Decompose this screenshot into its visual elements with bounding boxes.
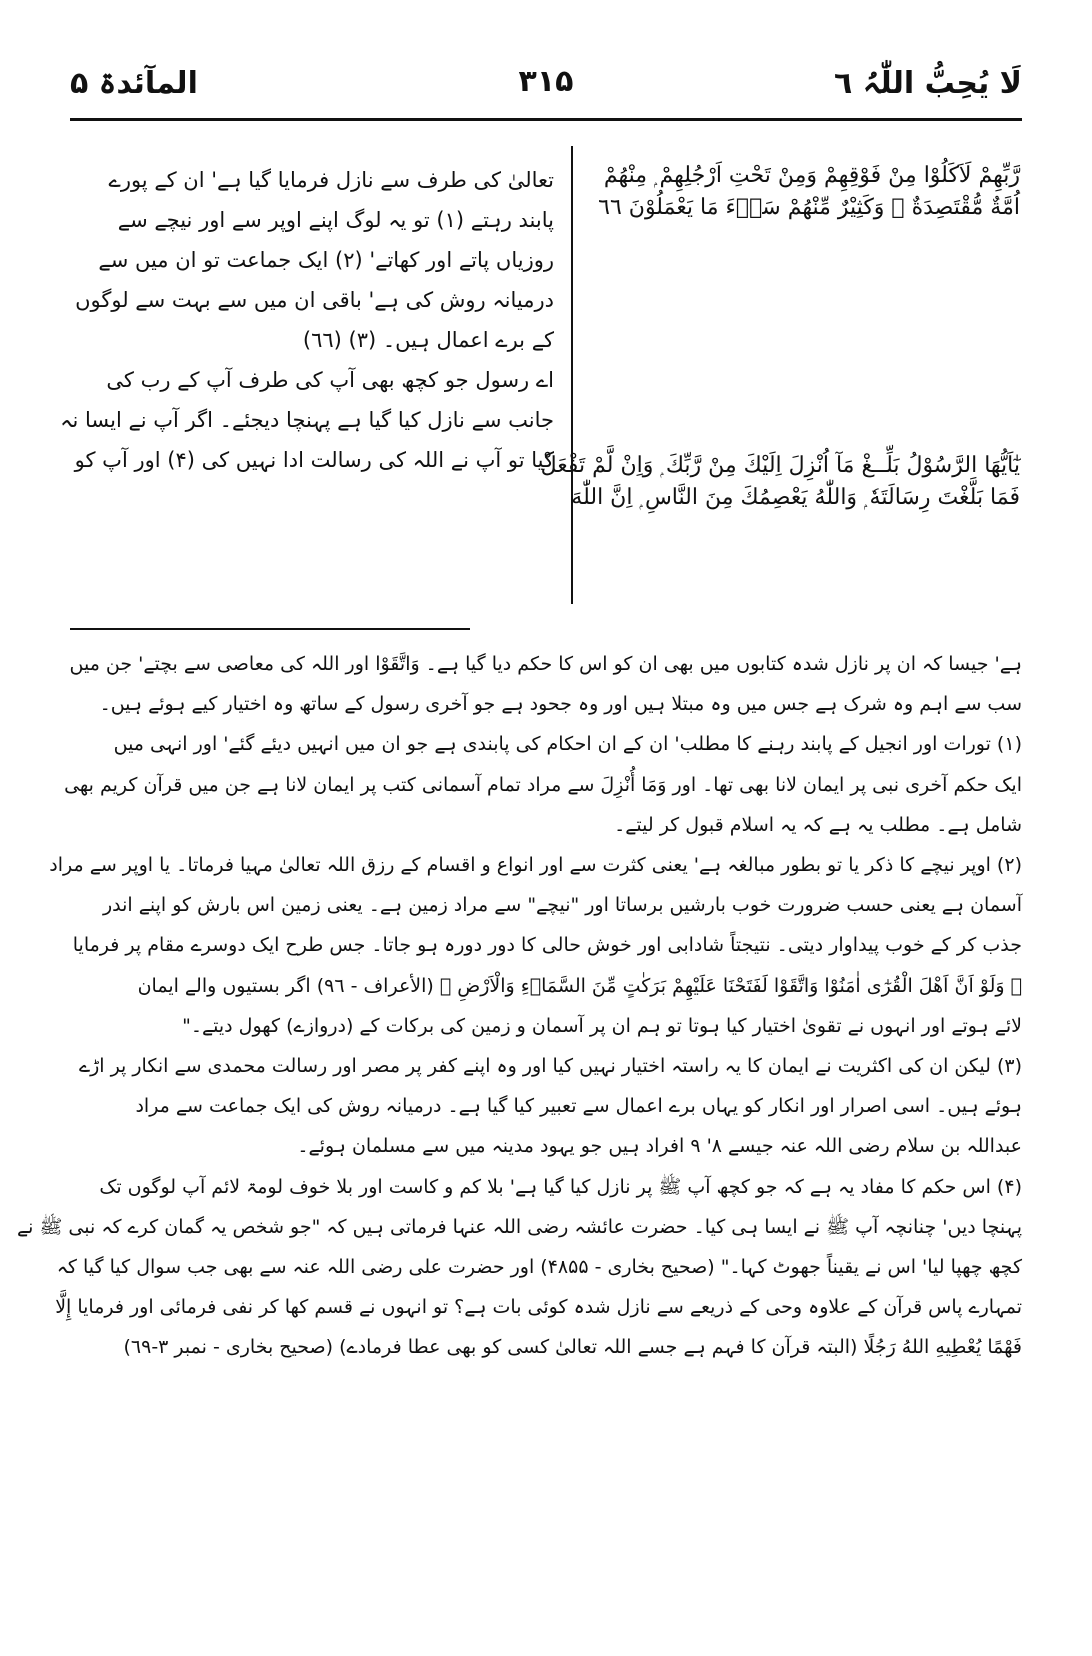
arabic-verse-line: فَمَا بَلَّغْتَ رِسَالَتَهٗ ۭ وَاللّٰهُ يَعْصِمُكَ مِنَ النَّاسِ ۭ اِنَّ اللّٰهَ	[571, 485, 1020, 510]
translation-line: پابند رہتے (۱) تو یہ لوگ اپنے اوپر سے اور نیچے سے	[117, 208, 554, 232]
arabic-verse-line: يٰٓاَيُّھَا الرَّسُوْلُ بَلِّــغْ مَآ اُنْزِلَ اِلَيْكَ مِنْ رَّبِّكَ ۭ وَاِنْ لَّمْ تَفْعَلْ	[540, 453, 1020, 478]
arabic-verse-line: اُمَّةٌ مُّقْتَصِدَةٌ ۭ وَكَثِيْرٌ مِّنْهُمْ سَاۗءَ مَا يَعْمَلُوْنَ ٦٦	[598, 195, 1020, 220]
footnote-line: آسمان ہے یعنی حسب ضرورت خوب بارشیں برساتا اور "نیچے" سے مراد زمین ہے۔ یعنی زمین اس بارش کو اپنے اندر	[102, 894, 1022, 917]
footnote-line: ﴿ وَلَوْ اَنَّ اَهْلَ الْقُرٰٓى اٰمَنُوْا وَاتَّقَوْا لَفَتَحْنَا عَلَيْهِمْ بَرَكٰتٍ مِّنَ السَّمَاۗءِ وَالْاَرْضِ ﴾ (الأعراف - ۹٦) اگر بستیوں والے ایمان	[137, 974, 1022, 997]
translation-line: اے رسول جو کچھ بھی آپ کی طرف آپ کے رب کی	[106, 368, 554, 392]
footnote-line: کچھ چھپا لیا' اس نے یقیناً جھوٹ کہا۔" (صحیح بخاری - ۴۸۵۵) اور حضرت علی رضی اللہ عنہ سے بھی جب سوال کیا گیا کہ	[56, 1256, 1022, 1279]
footnote-line: (۱) تورات اور انجیل کے پابند رہنے کا مطلب' ان کے ان احکام کی پابندی ہے جو ان میں انہیں دیئے گئے' اور انہی میں	[113, 733, 1022, 756]
footnote-line: شامل ہے۔ مطلب یہ ہے کہ یہ اسلام قبول کر لیتے۔	[614, 813, 1022, 836]
footnote-separator	[70, 628, 470, 630]
footnotes-section	[16, 644, 1022, 1368]
header-divider	[70, 118, 1022, 121]
footnote-line: ہے' جیسا کہ ان پر نازل شدہ کتابوں میں بھی ان کو اس کا حکم دیا گیا ہے۔ وَاتَّقَوْا اور اللہ کی معاصی سے بچتے' جن میں	[69, 653, 1022, 675]
footnote-line: (۴) اس حکم کا مفاد یہ ہے کہ جو کچھ آپ ﷺ پر نازل کیا گیا ہے' بلا کم و کاست اور بلا خوف لومۃ لائم آپ لوگوں تک	[99, 1175, 1022, 1198]
arabic-verse-line: رَّبِّهِمْ لَاَكَلُوْا مِنْ فَوْقِهِمْ وَمِنْ تَحْتِ اَرْجُلِهِمْ ۭ مِنْهُمْ	[603, 163, 1020, 188]
column-divider	[571, 146, 573, 604]
page-number: ۳۱۵	[518, 64, 574, 99]
translation-column	[60, 160, 554, 480]
footnote-line: فَهْمًا يُعْطِيهِ اللهُ رَجُلًا (البتہ قرآن کا فہم ہے جسے اللہ تعالیٰ کسی کو بھی عطا فرمادے) (صحیح بخاری - نمبر ۳-٦۹)	[123, 1336, 1022, 1359]
footnote-line: سب سے اہم وہ شرک ہے جس میں وہ مبتلا ہیں اور وہ جحود ہے جو آخری رسول کے ساتھ وہ اختیار کیے ہوئے ہیں۔	[99, 693, 1022, 716]
arabic-text-column	[540, 160, 1020, 514]
translation-line: کے برے اعمال ہیں۔ (۳) (٦٦)	[302, 328, 554, 352]
translation-line: کیا تو آپ نے اللہ کی رسالت ادا نہیں کی (۴) اور آپ کو	[74, 448, 554, 472]
translation-line: روزیاں پاتے اور کھاتے' (۲) ایک جماعت تو ان میں سے	[98, 248, 554, 272]
footnote-line: (۲) اوپر نیچے کا ذکر یا تو بطور مبالغہ ہے' یعنی کثرت سے اور انواع و اقسام کے رزق اللہ تعالیٰ مہیا فرماتا۔ یا اوپر سے مراد	[49, 854, 1022, 877]
translation-line: درمیانہ روش کی ہے' باقی ان میں سے بہت سے لوگوں	[75, 288, 554, 312]
surah-title: المآئدۃ ۵	[70, 66, 198, 101]
footnote-line: لائے ہوتے اور انہوں نے تقویٰ اختیار کیا ہوتا تو ہم ان پر آسمان و زمین کی برکات کے (دروازے) کھول دیتے۔"	[182, 1014, 1022, 1037]
footnote-line: پہنچا دیں' چنانچہ آپ ﷺ نے ایسا ہی کیا۔ حضرت عائشہ رضی اللہ عنہا فرماتی ہیں کہ "جو شخص یہ گمان کرے کہ نبی ﷺ نے	[16, 1215, 1022, 1238]
translation-line: تعالیٰ کی طرف سے نازل فرمایا گیا ہے' ان کے پورے	[108, 168, 554, 192]
translation-line: جانب سے نازل کیا گیا ہے پہنچا دیجئے۔ اگر آپ نے ایسا نہ	[60, 408, 554, 432]
footnote-line: عبداللہ بن سلام رضی اللہ عنہ جیسے ۸' ۹ افراد ہیں جو یہود مدینہ میں سے مسلمان ہوئے۔	[297, 1135, 1022, 1158]
juz-title: لَا یُحِبُّ اللّٰہُ ٦	[834, 66, 1022, 101]
footnote-line: جذب کر کے خوب پیداوار دیتی۔ نتیجتاً شادابی اور خوش حالی کا دور دورہ ہو جاتا۔ جس طرح ایک دوسرے مقام پر فرمایا	[72, 934, 1022, 957]
footnote-line: ہوئے ہیں۔ اسی اصرار اور انکار کو یہاں برے اعمال سے تعبیر کیا گیا ہے۔ درمیانہ روش کی ایک جماعت سے مراد	[135, 1095, 1022, 1118]
footnote-line: ایک حکم آخری نبی پر ایمان لانا بھی تھا۔ اور وَمَا أُنْزِلَ سے مراد تمام آسمانی کتب پر ایمان لانا ہے جن میں قرآن کریم بھی	[64, 773, 1022, 796]
footnote-line: تمہارے پاس قرآن کے علاوہ وحی کے ذریعے سے نازل شدہ کوئی بات ہے؟ تو انہوں نے قسم کھا کر نفی فرمائی اور فرمایا إِلَّا	[55, 1296, 1022, 1319]
footnote-line: (۳) لیکن ان کی اکثریت نے ایمان کا یہ راستہ اختیار نہیں کیا اور وہ اپنے کفر پر مصر اور رسالت محمدی سے انکار پر اڑے	[78, 1055, 1022, 1078]
page-header	[70, 60, 1022, 118]
